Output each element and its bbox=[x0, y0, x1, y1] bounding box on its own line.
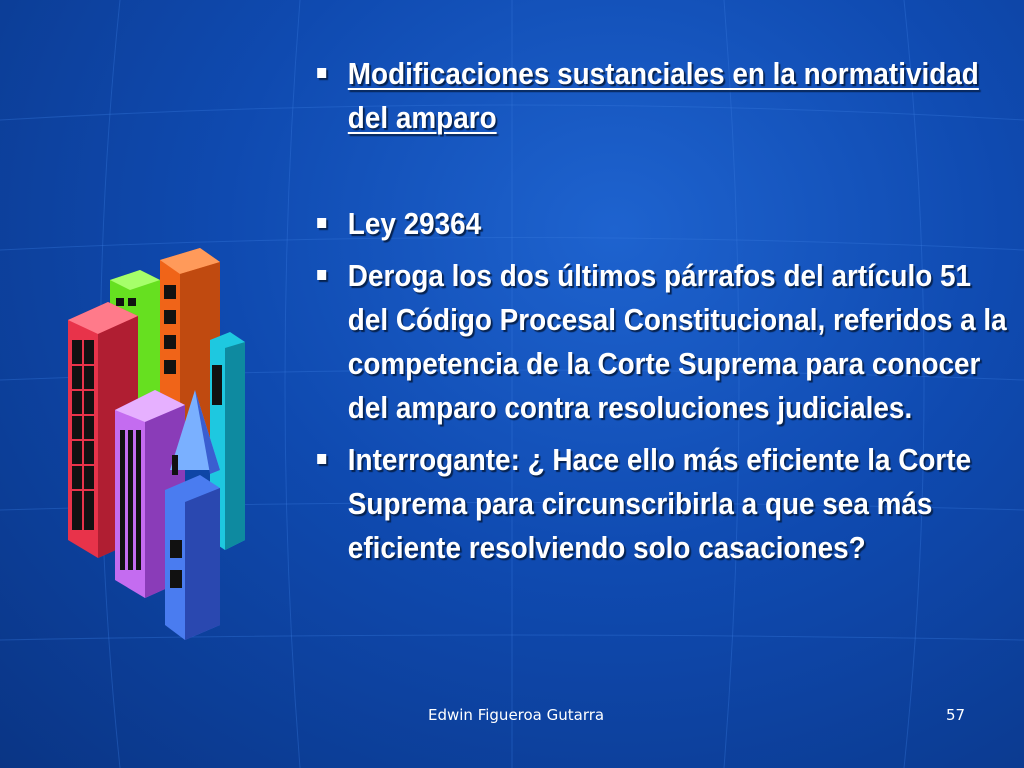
bullet-item bbox=[310, 202, 1014, 246]
square-bullet-icon bbox=[317, 68, 326, 78]
bullet-item bbox=[310, 254, 1014, 430]
bullet-text: Deroga los dos últimos párrafos del artículo 51 del Código Procesal Constitucional, referidos a la competencia de la Corte Suprema para conocer del amparo contra resoluciones judiciales. bbox=[347, 258, 1007, 425]
square-bullet-icon bbox=[317, 454, 326, 464]
spacer bbox=[310, 246, 990, 254]
page-number: 57 bbox=[946, 706, 966, 724]
bullet-item bbox=[310, 438, 1014, 570]
footer-author: Edwin Figueroa Gutarra bbox=[428, 706, 605, 724]
bullet-text: Interrogante: ¿ Hace ello más eficiente la Corte Suprema para circunscribirla a que sea más eficiente resolviendo solo casaciones? bbox=[347, 442, 972, 565]
bullet-item bbox=[310, 52, 1014, 140]
city-buildings-icon bbox=[60, 240, 260, 640]
spacer bbox=[310, 140, 990, 202]
spacer bbox=[310, 430, 990, 438]
bullet-text: Modificaciones sustanciales en la normatividad del amparo bbox=[347, 56, 979, 135]
bullet-list bbox=[310, 52, 1007, 570]
bullet-text: Ley 29364 bbox=[347, 206, 482, 241]
square-bullet-icon bbox=[317, 218, 326, 228]
square-bullet-icon bbox=[317, 270, 326, 280]
